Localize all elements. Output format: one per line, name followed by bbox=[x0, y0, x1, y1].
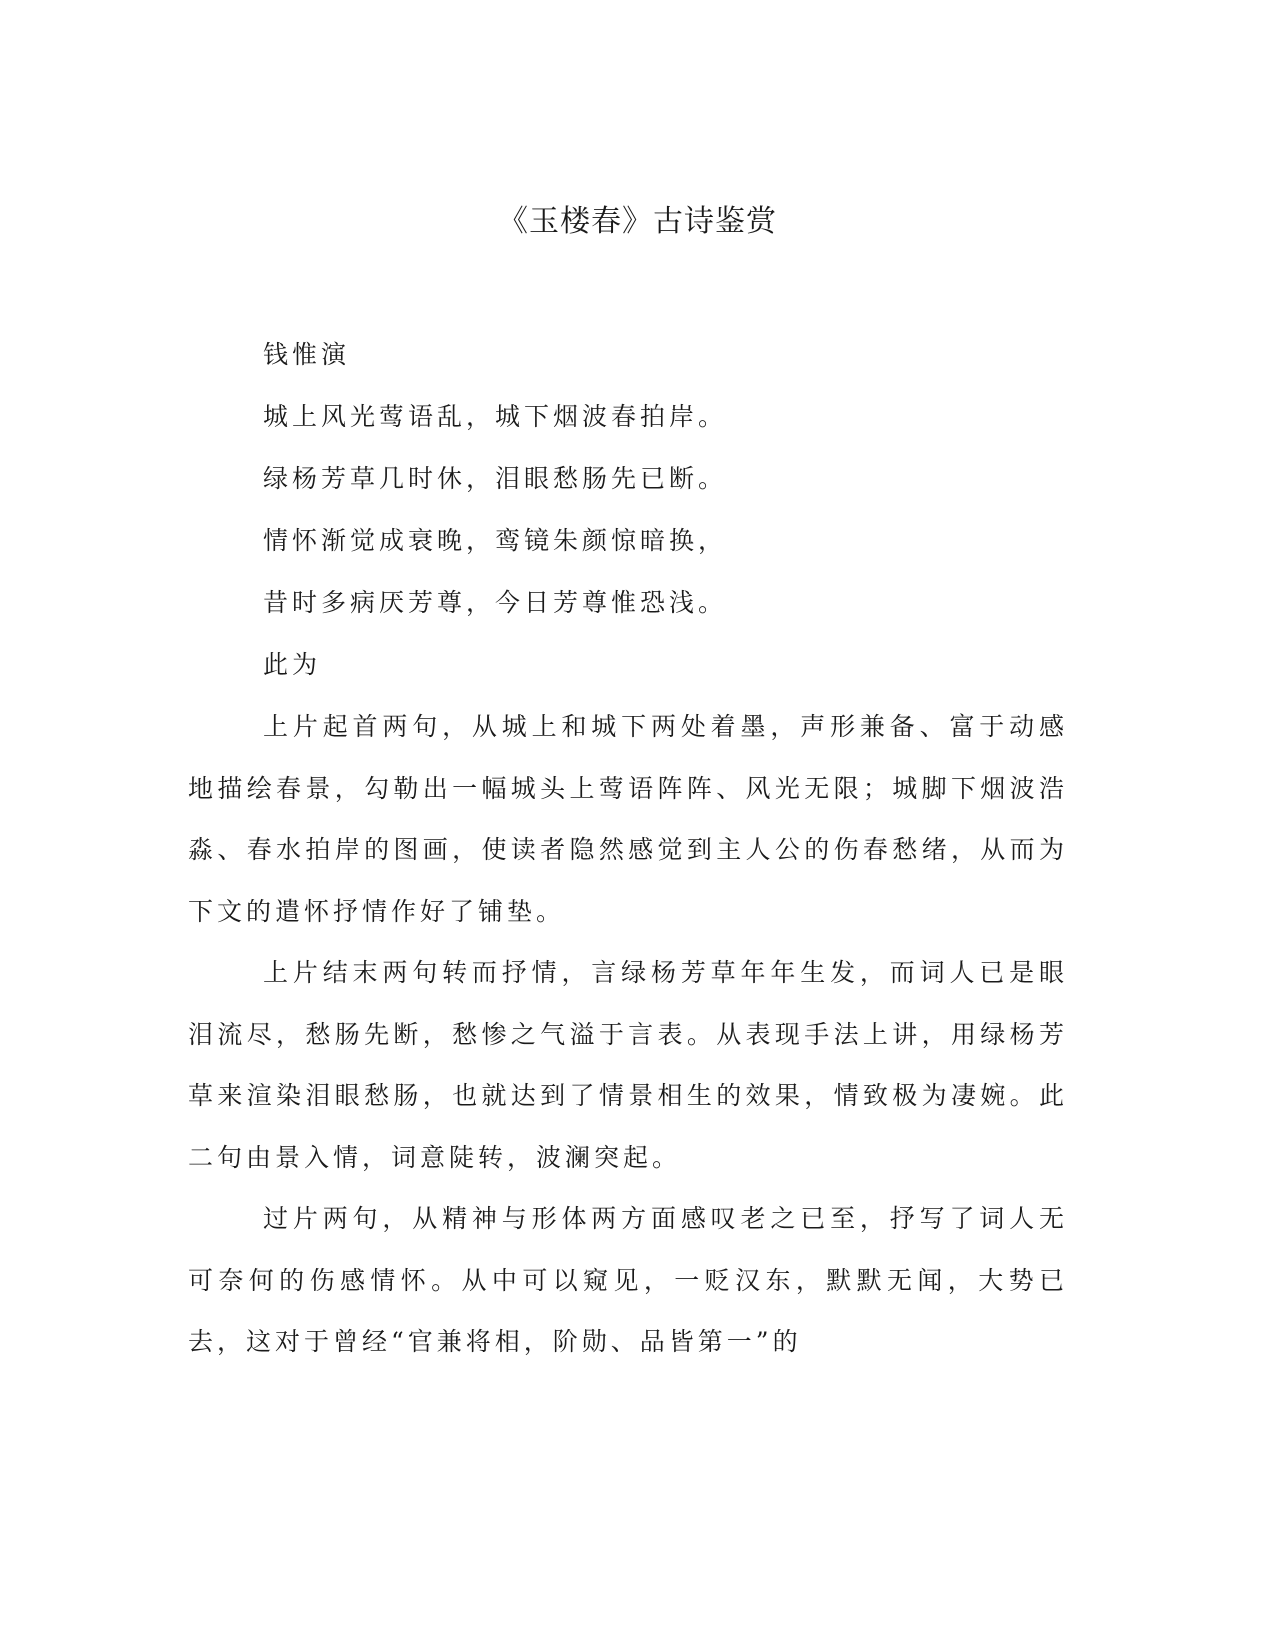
poem-line-2: 绿杨芳草几时休，泪眼愁肠先已断。 bbox=[263, 464, 728, 493]
paragraph-3: 过片两句，从精神与形体两方面感叹老之已至，抒写了词人无可奈何的伤感情怀。从中可以窥见，一贬汉东，默默无闻，大势已去，这对于曾经“官兼将相，阶勋、品皆第一”的 bbox=[188, 1204, 1068, 1356]
document-body bbox=[188, 324, 1068, 1373]
poem-line-3: 情怀渐觉成衰晚，鸾镜朱颜惊暗换， bbox=[263, 526, 728, 555]
author-line: 钱惟演 bbox=[263, 340, 351, 369]
poem-line-1: 城上风光莺语乱，城下烟波春拍岸。 bbox=[263, 402, 728, 431]
document-title: 《玉楼春》古诗鉴赏 bbox=[498, 204, 777, 239]
intro-line: 此为 bbox=[263, 650, 322, 679]
paragraph-2: 上片结末两句转而抒情，言绿杨芳草年年生发，而词人已是眼泪流尽，愁肠先断，愁惨之气溢于言表。从表现手法上讲，用绿杨芳草来渲染泪眼愁肠，也就达到了情景相生的效果，情致极为凄婉。此二句由景入情，词意陡转，波澜突起。 bbox=[188, 958, 1068, 1172]
paragraph-1: 上片起首两句，从城上和城下两处着墨，声形兼备、富于动感地描绘春景，勾勒出一幅城头上莺语阵阵、风光无限；城脚下烟波浩淼、春水拍岸的图画，使读者隐然感觉到主人公的伤春愁绪，从而为下文的遣怀抒情作好了铺垫。 bbox=[188, 712, 1068, 926]
poem-line-4: 昔时多病厌芳尊，今日芳尊惟恐浅。 bbox=[263, 588, 728, 617]
